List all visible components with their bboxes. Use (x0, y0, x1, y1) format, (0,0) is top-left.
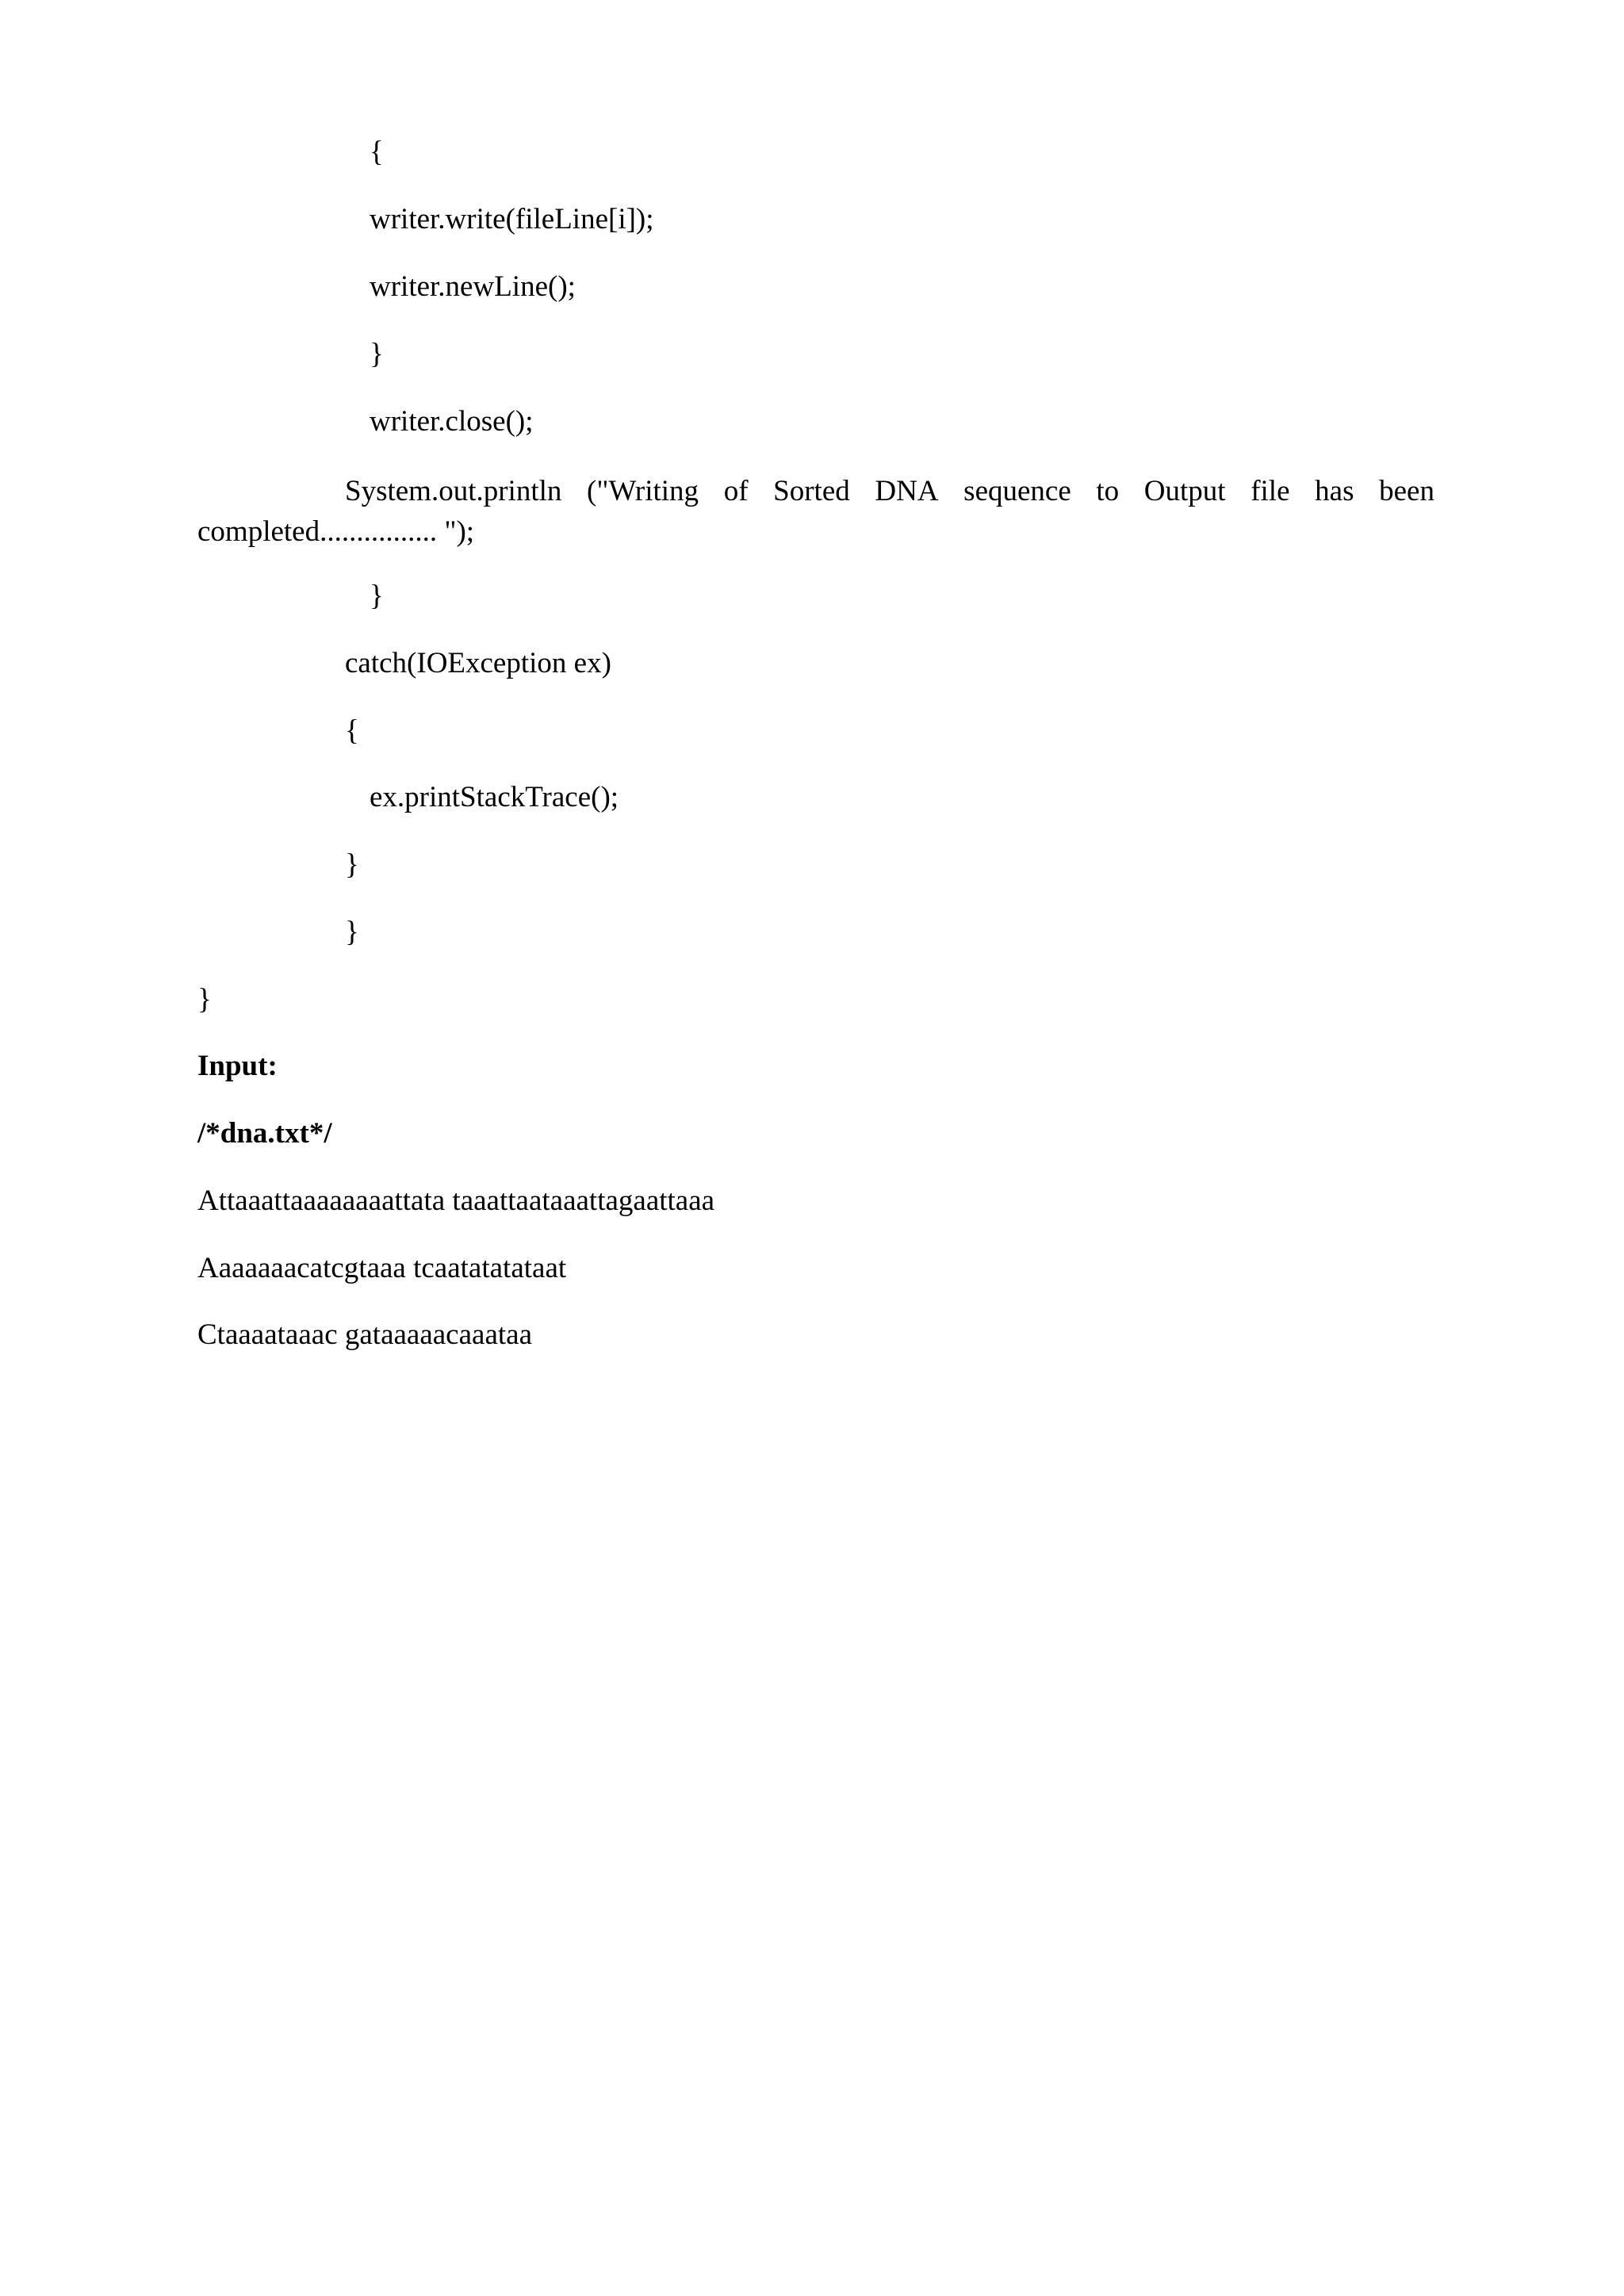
println-word: System.out.println (345, 475, 562, 507)
code-println-statement (197, 471, 1434, 552)
println-word: of (723, 475, 749, 507)
file-comment: /*dna.txt*/ (197, 1117, 332, 1150)
println-continuation: completed................ "); (197, 515, 475, 548)
println-word: file (1251, 475, 1290, 507)
code-close-brace: } (197, 983, 212, 1016)
code-close-brace: } (345, 848, 359, 881)
code-open-brace: { (370, 136, 384, 168)
println-word: DNA (875, 475, 939, 507)
code-writer-write: writer.write(fileLine[i]); (370, 203, 654, 235)
input-heading: Input: (197, 1050, 278, 1082)
code-open-brace: { (345, 714, 359, 747)
println-word: Output (1143, 475, 1226, 507)
code-close-brace: } (370, 338, 384, 370)
code-close-brace: } (345, 916, 359, 948)
println-first-line (197, 471, 1434, 511)
println-word: Sorted (773, 475, 850, 507)
dna-sequence-line: Ctaaaataaac gataaaaacaaataa (197, 1318, 532, 1351)
dna-sequence-line: Aaaaaaacatcgtaaa tcaatatatataat (197, 1252, 567, 1284)
println-word: has (1315, 475, 1354, 507)
code-catch: catch(IOException ex) (345, 647, 611, 679)
code-print-stack-trace: ex.printStackTrace(); (370, 781, 619, 813)
code-close-brace: } (370, 580, 384, 612)
println-word: to (1096, 475, 1120, 507)
code-writer-newline: writer.newLine(); (370, 270, 576, 303)
println-word: sequence (963, 475, 1071, 507)
dna-sequence-line: Attaaattaaaaaaaattata taaattaataaattagaattaaa (197, 1184, 715, 1217)
println-word: ("Writing (587, 475, 699, 507)
code-writer-close: writer.close(); (370, 405, 534, 438)
println-word: been (1379, 475, 1434, 507)
